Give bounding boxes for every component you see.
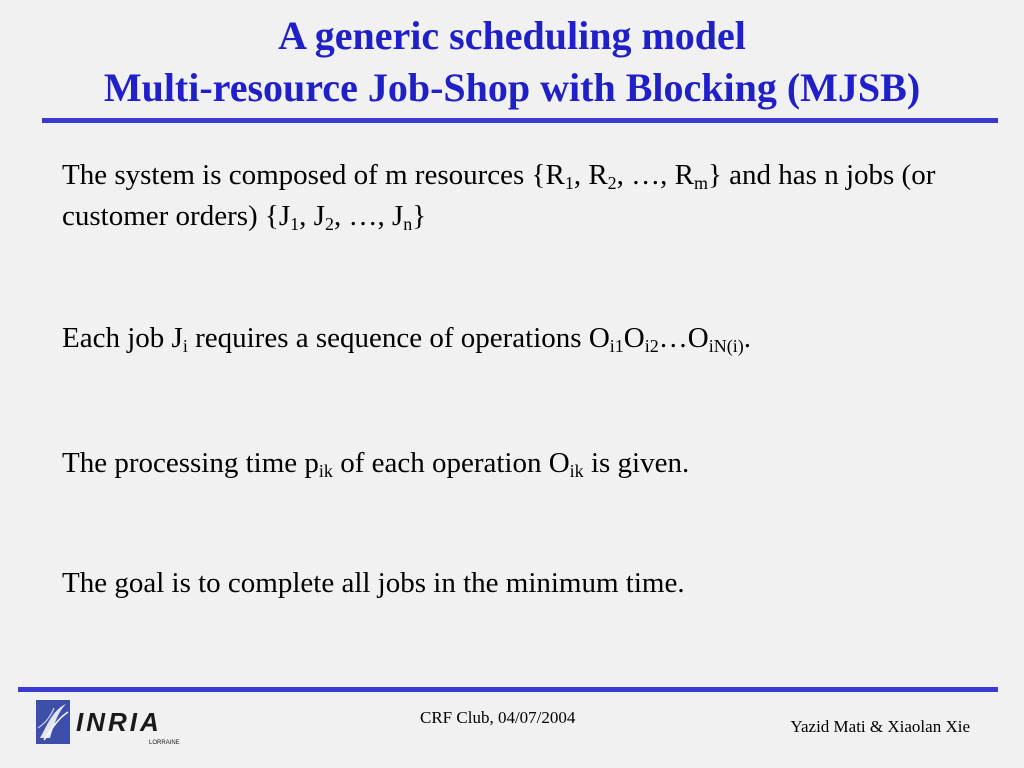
footer-authors: Yazid Mati & Xiaolan Xie <box>790 717 970 736</box>
inria-logo <box>36 698 188 748</box>
slide-title <box>0 10 1024 114</box>
title-line-1: A generic scheduling model <box>278 13 746 58</box>
svg-text:LORRAINE: LORRAINE <box>149 740 180 746</box>
paragraph-system-composition: The system is composed of m resources {$R_1$, $R_2$, …, $R_m$} and has n jobs (or customer orders) {$J_1$, $J_2$, …, $J_n$} <box>62 159 936 234</box>
svg-text:INRIA: INRIA <box>76 707 162 737</box>
footer-divider <box>18 687 998 692</box>
paragraph-job-operations: Each job $J_i$ requires a sequence of operations $O_{i1}O_{i2}\dots O_{iN(i)}$. <box>62 322 751 356</box>
footer-event-date: CRF Club, 04/07/2004 <box>420 708 576 727</box>
paragraph-processing-time: The processing time $p_{ik}$ of each operation $O_{ik}$ is given. <box>62 447 690 481</box>
title-divider <box>42 118 998 123</box>
title-line-2: Multi-resource Job-Shop with Blocking (MJSB) <box>103 65 921 110</box>
paragraph-goal: The goal is to complete all jobs in the minimum time. <box>62 567 685 599</box>
